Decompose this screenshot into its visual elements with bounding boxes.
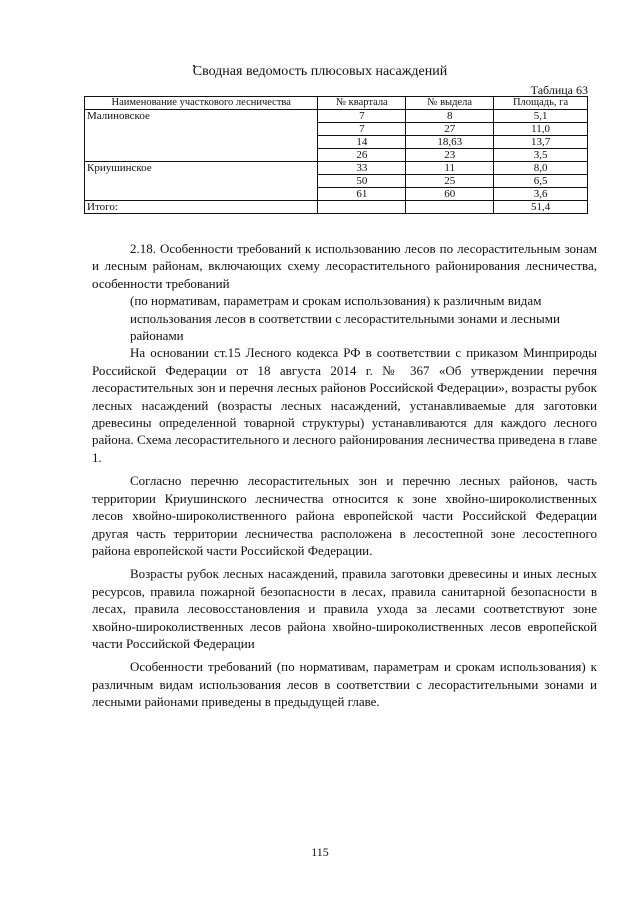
area-cell: 11,0 (494, 123, 588, 136)
total-empty-cell (318, 201, 406, 214)
area-cell: 8,0 (494, 162, 588, 175)
section-body (92, 240, 597, 711)
forestry-cell: Малиновское (85, 110, 318, 162)
total-empty-cell (406, 201, 494, 214)
table-total-row (85, 201, 588, 214)
table-row (85, 162, 588, 175)
table-title: Сводная ведомость плюсовых насаждений (192, 64, 448, 79)
forestry-cell: Криушинское (85, 162, 318, 201)
kvartal-cell: 33 (318, 162, 406, 175)
total-label: Итого: (85, 201, 318, 214)
paragraph: Возрасты рубок лесных насаждений, правила заготовки древесины и иных лесных ресурсов, правила пожарной безопасности в лесах, правила санитарной безопасности в лесах, правила лесовосстановления и правила ухода за лесами соответствуют зоне хвойно-широколиственных лесов района хвойно-широколиственных лесов европейской части Российской Федерации (92, 566, 597, 651)
vydel-cell: 60 (406, 188, 494, 201)
vydel-cell: 25 (406, 175, 494, 188)
kvartal-cell: 14 (318, 136, 406, 149)
area-cell: 13,7 (494, 136, 588, 149)
table-row (85, 110, 588, 123)
kvartal-cell: 7 (318, 110, 406, 123)
vydel-cell: 27 (406, 123, 494, 136)
header-kvartal: № квартала (318, 97, 406, 110)
area-cell: 3,6 (494, 188, 588, 201)
header-forestry: Наименование участкового лесничества (85, 97, 318, 110)
section-heading: 2.18. Особенности требований к использованию лесов по лесорастительным зонам и лесным районам, включающих схему лесорастительного районирования лесничества, особенности требований (92, 241, 597, 291)
kvartal-cell: 26 (318, 149, 406, 162)
kvartal-cell: 50 (318, 175, 406, 188)
header-area: Площадь, га (494, 97, 588, 110)
area-cell: 3,5 (494, 149, 588, 162)
paragraph: Согласно перечню лесорастительных зон и перечню лесных районов, часть территории Криушинского лесничества относится к зоне хвойно-широколиственных лесов хвойно-широколиственного района европейской части Российской Федерации другая часть территории лесничества расположена в лесостепной зоне лесостепного района европейской части Российской Федерации. (92, 473, 597, 558)
paragraph: Особенности требований (по нормативам, параметрам и срокам использования) к различным видам использования лесов в соответствии с лесорастительными зонами и лесными районами приведены в предыдущей главе. (92, 659, 597, 710)
kvartal-cell: 7 (318, 123, 406, 136)
page-number: 115 (311, 845, 329, 859)
section-heading-continued: (по нормативам, параметрам и срокам использования) к различным видам использования лесов в соответствии с лесорастительными зонами и лесными районами (130, 293, 560, 344)
table-number: Таблица 63 (530, 83, 588, 97)
table-header-row (85, 97, 588, 110)
vydel-cell: 18,63 (406, 136, 494, 149)
total-area: 51,4 (494, 201, 588, 214)
vydel-cell: 11 (406, 162, 494, 175)
paragraph: На основании ст.15 Лесного кодекса РФ в соответствии с приказом Минприроды Российской Федерации от 18 августа 2014 г. № 367 «Об утверждении перечня лесорастительных зон и перечня лесных районов Российской Федерации», возрасты рубок лесных насаждений (возрасты лесных насаждений, устанавливаемые для заготовки древесины определенной товарной структуры) устанавливаются для каждого лесного района. Схема лесорастительного и лесного районирования лесничества приведена в главе 1. (92, 345, 597, 465)
vydel-cell: 8 (406, 110, 494, 123)
plus-stands-table (84, 96, 588, 214)
vydel-cell: 23 (406, 149, 494, 162)
kvartal-cell: 61 (318, 188, 406, 201)
header-vydel: № выдела (406, 97, 494, 110)
area-cell: 6,5 (494, 175, 588, 188)
area-cell: 5,1 (494, 110, 588, 123)
